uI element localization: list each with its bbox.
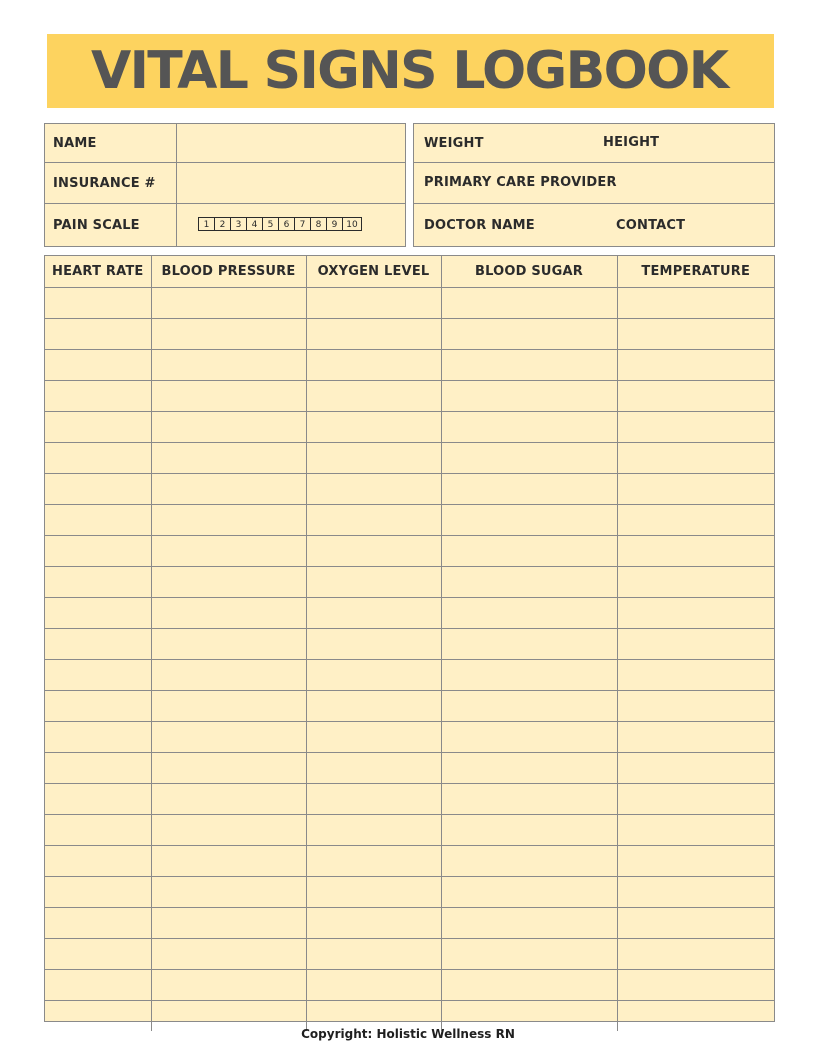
insurance-row xyxy=(45,163,405,204)
title-banner xyxy=(47,34,774,108)
log-cell[interactable] xyxy=(45,381,151,412)
log-cell[interactable] xyxy=(151,877,306,908)
log-cell[interactable] xyxy=(306,784,441,815)
log-cell[interactable] xyxy=(441,629,617,660)
log-cell[interactable] xyxy=(45,350,151,381)
log-cell[interactable] xyxy=(617,753,774,784)
log-cell[interactable] xyxy=(306,815,441,846)
log-cell[interactable] xyxy=(151,846,306,877)
log-cell[interactable] xyxy=(441,536,617,567)
log-cell[interactable] xyxy=(441,598,617,629)
log-cell[interactable] xyxy=(441,939,617,970)
log-cell[interactable] xyxy=(45,970,151,1001)
log-cell[interactable] xyxy=(617,970,774,1001)
log-cell[interactable] xyxy=(306,288,441,319)
pain-scale-row xyxy=(45,204,405,246)
log-row xyxy=(45,753,774,784)
log-row xyxy=(45,536,774,567)
log-cell[interactable] xyxy=(151,381,306,412)
heart-rate-header: HEART RATE xyxy=(45,256,151,288)
log-cell[interactable] xyxy=(617,877,774,908)
log-cell[interactable] xyxy=(617,350,774,381)
oxygen-level-header: OXYGEN LEVEL xyxy=(306,256,441,288)
provider-info-panel xyxy=(413,123,775,247)
log-cell[interactable] xyxy=(306,505,441,536)
log-row xyxy=(45,908,774,939)
log-cell[interactable] xyxy=(441,474,617,505)
log-row xyxy=(45,784,774,815)
log-cell[interactable] xyxy=(441,753,617,784)
log-row xyxy=(45,846,774,877)
log-cell[interactable] xyxy=(617,319,774,350)
log-cell[interactable] xyxy=(45,753,151,784)
pain-scale-box[interactable]: 3 xyxy=(230,217,247,231)
log-cell[interactable] xyxy=(45,536,151,567)
log-cell[interactable] xyxy=(617,939,774,970)
log-cell[interactable] xyxy=(617,288,774,319)
log-cell[interactable] xyxy=(617,660,774,691)
log-cell[interactable] xyxy=(617,505,774,536)
logbook-title xyxy=(81,40,741,102)
log-cell[interactable] xyxy=(151,288,306,319)
log-cell[interactable] xyxy=(617,412,774,443)
copyright: Copyright: Holistic Wellness RN xyxy=(301,1027,515,1041)
log-cell[interactable] xyxy=(151,350,306,381)
log-cell[interactable] xyxy=(441,443,617,474)
pain-scale-box[interactable]: 8 xyxy=(310,217,327,231)
log-cell[interactable] xyxy=(306,319,441,350)
log-cell[interactable] xyxy=(617,691,774,722)
log-cell[interactable] xyxy=(151,319,306,350)
log-row xyxy=(45,350,774,381)
log-cell[interactable] xyxy=(45,660,151,691)
blood-sugar-header: BLOOD SUGAR xyxy=(441,256,617,288)
doctor-name-label: DOCTOR NAME xyxy=(424,218,535,233)
log-cell[interactable] xyxy=(45,505,151,536)
doctor-row xyxy=(414,204,774,246)
log-cell[interactable] xyxy=(45,846,151,877)
name-row xyxy=(45,124,405,163)
log-cell[interactable] xyxy=(441,908,617,939)
weight-height-row xyxy=(414,124,774,163)
log-cell[interactable] xyxy=(441,412,617,443)
log-cell[interactable] xyxy=(151,939,306,970)
log-cell[interactable] xyxy=(306,846,441,877)
log-cell[interactable] xyxy=(151,660,306,691)
log-cell[interactable] xyxy=(441,722,617,753)
log-cell[interactable] xyxy=(151,412,306,443)
pain-scale-box[interactable]: 10 xyxy=(342,217,362,231)
log-cell[interactable] xyxy=(617,474,774,505)
log-row xyxy=(45,939,774,970)
log-cell[interactable] xyxy=(151,908,306,939)
pain-scale-box[interactable]: 9 xyxy=(326,217,343,231)
log-row xyxy=(45,815,774,846)
pain-scale-box[interactable]: 1 xyxy=(198,217,215,231)
log-cell[interactable] xyxy=(306,660,441,691)
log-cell[interactable] xyxy=(151,753,306,784)
log-row xyxy=(45,443,774,474)
log-cell[interactable] xyxy=(441,505,617,536)
log-cell[interactable] xyxy=(151,722,306,753)
log-cell[interactable] xyxy=(45,815,151,846)
log-cell[interactable] xyxy=(151,598,306,629)
log-cell[interactable] xyxy=(151,970,306,1001)
log-row xyxy=(45,288,774,319)
log-cell[interactable] xyxy=(45,598,151,629)
log-cell[interactable] xyxy=(151,567,306,598)
log-cell[interactable] xyxy=(45,443,151,474)
log-cell[interactable] xyxy=(45,722,151,753)
log-cell[interactable] xyxy=(306,753,441,784)
log-cell[interactable] xyxy=(306,908,441,939)
log-row xyxy=(45,474,774,505)
log-cell[interactable] xyxy=(45,908,151,939)
log-cell[interactable] xyxy=(306,443,441,474)
vitals-log-table xyxy=(44,255,775,1022)
log-cell[interactable] xyxy=(306,598,441,629)
log-cell[interactable] xyxy=(151,815,306,846)
log-cell[interactable] xyxy=(617,598,774,629)
log-cell[interactable] xyxy=(306,412,441,443)
insurance-label: INSURANCE # xyxy=(53,176,156,191)
log-row xyxy=(45,567,774,598)
log-row xyxy=(45,691,774,722)
log-cell[interactable] xyxy=(441,567,617,598)
log-cell[interactable] xyxy=(441,970,617,1001)
log-cell[interactable] xyxy=(306,474,441,505)
provider-row xyxy=(414,163,774,204)
log-header-row xyxy=(45,256,774,288)
temperature-header: TEMPERATURE xyxy=(617,256,774,288)
log-cell[interactable] xyxy=(441,350,617,381)
log-cell[interactable] xyxy=(45,412,151,443)
log-cell[interactable] xyxy=(617,784,774,815)
log-cell[interactable] xyxy=(45,567,151,598)
log-cell[interactable] xyxy=(617,536,774,567)
log-cell[interactable] xyxy=(441,815,617,846)
log-cell[interactable] xyxy=(617,908,774,939)
log-row xyxy=(45,598,774,629)
pain-scale-box[interactable]: 7 xyxy=(294,217,311,231)
provider-label: PRIMARY CARE PROVIDER xyxy=(424,175,617,190)
log-cell[interactable] xyxy=(441,381,617,412)
log-cell[interactable] xyxy=(441,846,617,877)
log-cell[interactable] xyxy=(306,381,441,412)
log-cell[interactable] xyxy=(151,443,306,474)
log-cell[interactable] xyxy=(45,877,151,908)
log-cell[interactable] xyxy=(441,319,617,350)
log-row xyxy=(45,629,774,660)
log-row xyxy=(45,970,774,1001)
log-cell[interactable] xyxy=(306,970,441,1001)
height-label: HEIGHT xyxy=(603,135,660,150)
log-row xyxy=(45,319,774,350)
log-cell[interactable] xyxy=(306,350,441,381)
log-cell[interactable] xyxy=(617,629,774,660)
log-cell[interactable] xyxy=(617,722,774,753)
log-cell[interactable] xyxy=(45,319,151,350)
pain-scale-box[interactable]: 2 xyxy=(214,217,231,231)
pain-scale-box[interactable]: 6 xyxy=(278,217,295,231)
log-cell[interactable] xyxy=(45,474,151,505)
log-cell[interactable] xyxy=(45,629,151,660)
log-cell[interactable] xyxy=(151,474,306,505)
log-cell[interactable] xyxy=(151,505,306,536)
log-cell[interactable] xyxy=(151,536,306,567)
log-cell[interactable] xyxy=(306,536,441,567)
log-cell[interactable] xyxy=(441,784,617,815)
blood-pressure-header: BLOOD PRESSURE xyxy=(151,256,306,288)
log-cell[interactable] xyxy=(306,722,441,753)
log-cell[interactable] xyxy=(441,288,617,319)
log-cell[interactable] xyxy=(45,784,151,815)
patient-info-panel xyxy=(44,123,406,247)
log-cell[interactable] xyxy=(617,443,774,474)
log-row xyxy=(45,660,774,691)
log-cell[interactable] xyxy=(441,691,617,722)
log-cell[interactable] xyxy=(306,629,441,660)
log-cell[interactable] xyxy=(441,660,617,691)
log-cell[interactable] xyxy=(306,691,441,722)
log-cell[interactable] xyxy=(617,381,774,412)
pain-scale-box[interactable]: 4 xyxy=(246,217,263,231)
log-row xyxy=(45,505,774,536)
log-row xyxy=(45,722,774,753)
name-label: NAME xyxy=(53,136,97,151)
log-row xyxy=(45,381,774,412)
log-cell[interactable] xyxy=(151,629,306,660)
log-row xyxy=(45,412,774,443)
log-cell[interactable] xyxy=(441,877,617,908)
log-row xyxy=(45,877,774,908)
log-cell[interactable] xyxy=(45,288,151,319)
log-cell[interactable] xyxy=(306,939,441,970)
weight-label: WEIGHT xyxy=(424,136,484,151)
log-body xyxy=(45,288,774,1032)
log-cell[interactable] xyxy=(45,691,151,722)
log-cell[interactable] xyxy=(617,567,774,598)
log-cell[interactable] xyxy=(151,784,306,815)
pain-scale-label: PAIN SCALE xyxy=(53,218,140,233)
contact-label: CONTACT xyxy=(616,218,686,233)
log-cell[interactable] xyxy=(306,567,441,598)
log-cell[interactable] xyxy=(45,939,151,970)
pain-scale-boxes xyxy=(198,217,362,231)
title-text: VITAL SIGNS LOGBOOK xyxy=(90,41,731,101)
log-cell[interactable] xyxy=(617,846,774,877)
log-cell[interactable] xyxy=(617,815,774,846)
log-cell[interactable] xyxy=(306,877,441,908)
log-cell[interactable] xyxy=(151,691,306,722)
pain-scale-box[interactable]: 5 xyxy=(262,217,279,231)
